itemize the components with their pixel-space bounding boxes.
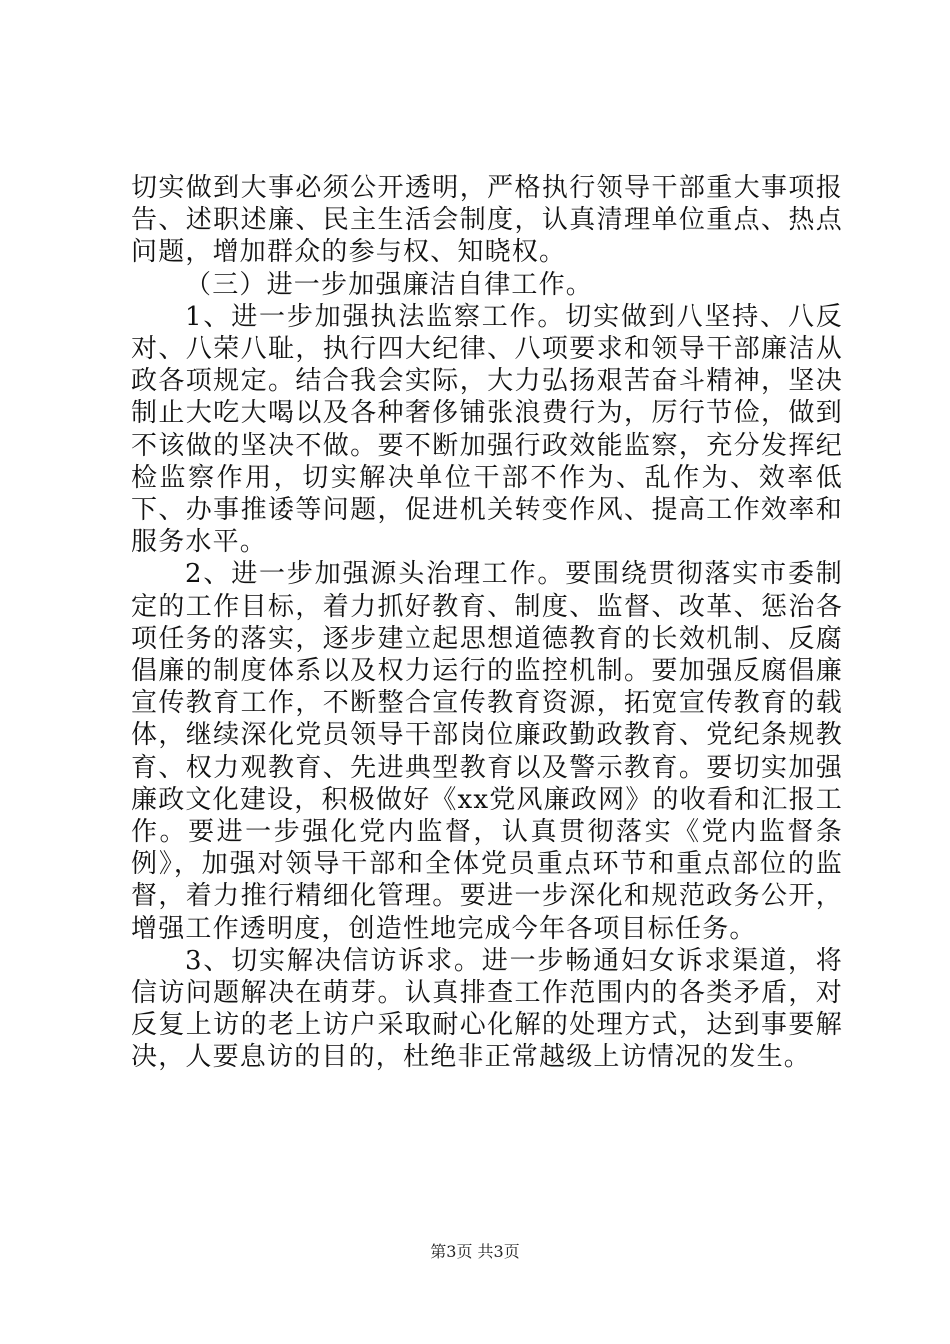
section-heading-3: （三）进一步加强廉洁自律工作。 (185, 269, 594, 300)
paragraph-continuation: 切实做到大事必须公开透明，严格执行领导干部重大事项报告、述职述廉、民主生活会制度，认真清理单位重点、热点问题，增加群众的参与权、知晓权。 (131, 173, 843, 268)
paragraph-item-3: 3、切实解决信访诉求。进一步畅通妇女诉求渠道，将信访问题解决在萌芽。认真排查工作范围内的各类矛盾，对反复上访的老上访户采取耐心化解的处理方式，达到事要解决，人要息访的目的，杜绝非正常越级上访情况的发生。 (131, 945, 843, 1073)
paragraph-item-1: 1、进一步加强执法监察工作。切实做到八坚持、八反对、八荣八耻，执行四大纪律、八项要求和领导干部廉洁从政各项规定。结合我会实际，大力弘扬艰苦奋斗精神，坚决制止大吃大喝以及各种奢侈铺张浪费行为，厉行节俭，做到不该做的坚决不做。要不断加强行政效能监察，充分发挥纪检监察作用，切实解决单位干部不作为、乱作为、效率低下、办事推诿等问题，促进机关转变作风、提高工作效率和服务水平。 (131, 301, 843, 558)
page-number-footer: 第3页 共3页 (430, 1242, 520, 1261)
document-body (131, 172, 843, 1074)
paragraph-item-2: 2、进一步加强源头治理工作。要围绕贯彻落实市委制定的工作目标，着力抓好教育、制度、监督、改革、惩治各项任务的落实，逐步建立起思想道德教育的长效机制、反腐倡廉的制度体系以及权力运行的监控机制。要加强反腐倡廉宣传教育工作，不断整合宣传教育资源，拓宽宣传教育的载体，继续深化党员领导干部岗位廉政勤政教育、党纪条规教育、权力观教育、先进典型教育以及警示教育。要切实加强廉政文化建设，积极做好《xx党风廉政网》的收看和汇报工作。要进一步强化党内监督，认真贯彻落实《党内监督条例》，加强对领导干部和全体党员重点环节和重点部位的监督，着力推行精细化管理。要进一步深化和规范政务公开，增强工作透明度，创造性地完成今年各项目标任务。 (131, 559, 843, 944)
